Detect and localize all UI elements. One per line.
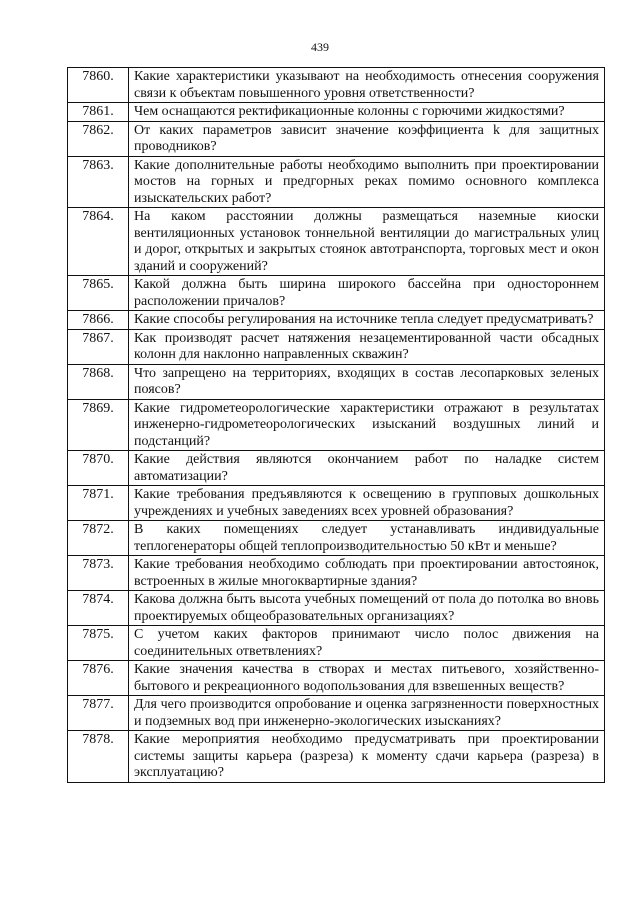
question-number: 7871. [68,486,129,521]
question-number: 7869. [68,399,129,451]
question-text: Что запрещено на территориях, входящих в состав лесопарковых зеленых поясов? [129,364,605,399]
table-row [68,731,605,783]
questions-table-body [68,68,605,783]
question-number: 7864. [68,208,129,276]
question-text: Какие гидрометеорологические характеристики отражают в результатах инженерно-гидрометеорологических изысканий воздушных линий и подстанций? [129,399,605,451]
question-number: 7868. [68,364,129,399]
question-text: Какие требования предъявляются к освещению в групповых дошкольных учреждениях и учебных заведениях всех уровней образования? [129,486,605,521]
table-row [68,121,605,156]
table-row [68,451,605,486]
question-text: С учетом каких факторов принимают число полос движения на соединительных ответвлениях? [129,626,605,661]
questions-table [67,67,605,783]
question-text: Какие требования необходимо соблюдать при проектировании автостоянок, встроенных в жилые многоквартирные здания? [129,556,605,591]
question-number: 7860. [68,68,129,103]
question-number: 7872. [68,521,129,556]
question-text: Какие значения качества в створах и местах питьевого, хозяйственно-бытового и рекреационного водопользования для взвешенных веществ? [129,661,605,696]
table-row [68,626,605,661]
question-text: Какие дополнительные работы необходимо выполнить при проектировании мостов на горных и предгорных реках помимо основного комплекса изыскательских работ? [129,156,605,208]
table-row [68,696,605,731]
table-row [68,311,605,330]
table-row [68,399,605,451]
question-text: Как производят расчет натяжения незацементированной части обсадных колонн для наклонно направленных скважин? [129,329,605,364]
question-number: 7861. [68,103,129,122]
question-text: Чем оснащаются ректификационные колонны с горючими жидкостями? [129,103,605,122]
table-row [68,329,605,364]
table-row [68,521,605,556]
question-text: В каких помещениях следует устанавливать индивидуальные теплогенераторы общей теплопроизводительностью 50 кВт и меньше? [129,521,605,556]
question-number: 7878. [68,731,129,783]
table-row [68,661,605,696]
question-text: Какие способы регулирования на источнике тепла следует предусматривать? [129,311,605,330]
table-row [68,556,605,591]
question-text: На каком расстоянии должны размещаться наземные киоски вентиляционных установок тоннельной вентиляции до магистральных улиц и дорог, открытых и закрытых стоянок автотранспорта, торговых мест и окон зданий и сооружений? [129,208,605,276]
table-row [68,364,605,399]
question-text: Какова должна быть высота учебных помещений от пола до потолка во вновь проектируемых общеобразовательных организациях? [129,591,605,626]
question-number: 7870. [68,451,129,486]
table-row [68,208,605,276]
question-number: 7867. [68,329,129,364]
table-row [68,591,605,626]
question-number: 7877. [68,696,129,731]
question-number: 7875. [68,626,129,661]
question-number: 7873. [68,556,129,591]
table-row [68,486,605,521]
question-number: 7862. [68,121,129,156]
question-text: От каких параметров зависит значение коэффициента k для защитных проводников? [129,121,605,156]
table-row [68,156,605,208]
question-text: Какой должна быть ширина широкого бассейна при одностороннем расположении причалов? [129,276,605,311]
question-text: Для чего производится опробование и оценка загрязненности поверхностных и подземных вод при инженерно-экологических изысканиях? [129,696,605,731]
question-text: Какие мероприятия необходимо предусматривать при проектировании системы защиты карьера (разреза) к моменту сдачи карьера (разреза) в эксплуатацию? [129,731,605,783]
table-row [68,68,605,103]
table-row [68,276,605,311]
question-number: 7866. [68,311,129,330]
question-text: Какие характеристики указывают на необходимость отнесения сооружения связи к объектам повышенного уровня ответственности? [129,68,605,103]
page-number: 439 [311,40,329,54]
table-row [68,103,605,122]
question-text: Какие действия являются окончанием работ по наладке систем автоматизации? [129,451,605,486]
question-number: 7874. [68,591,129,626]
question-number: 7876. [68,661,129,696]
question-number: 7865. [68,276,129,311]
question-number: 7863. [68,156,129,208]
